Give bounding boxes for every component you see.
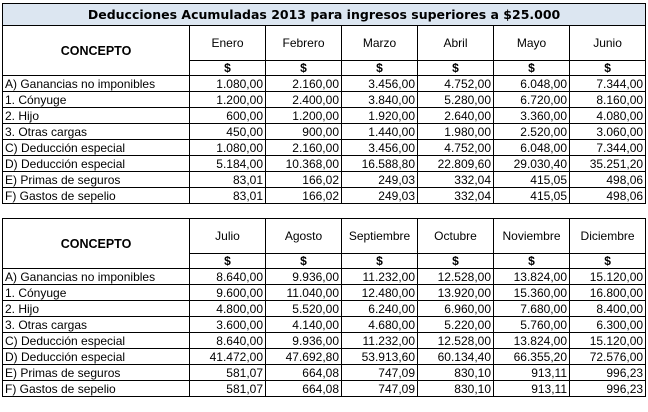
table-row — [3, 188, 646, 204]
value-cell[interactable]: 16.800,00 — [570, 285, 646, 301]
value-cell[interactable]: 6.048,00 — [494, 140, 570, 156]
value-cell[interactable]: 498,06 — [570, 172, 646, 188]
row-label-cell[interactable]: C) Deducción especial — [3, 333, 190, 349]
value-cell[interactable]: 16.588,80 — [342, 156, 418, 172]
table-row — [3, 269, 646, 285]
value-cell[interactable]: 3.840,00 — [342, 92, 418, 108]
concepto-header[interactable]: CONCEPTO — [3, 219, 190, 269]
value-cell[interactable]: 332,04 — [418, 188, 494, 204]
value-cell[interactable]: 332,04 — [418, 172, 494, 188]
currency-cell[interactable]: $ — [570, 61, 646, 76]
table-row — [3, 301, 646, 317]
table-row — [3, 140, 646, 156]
value-cell[interactable]: 3.360,00 — [494, 108, 570, 124]
month-header-cell[interactable]: Junio — [570, 26, 646, 61]
month-header-cell[interactable]: Enero — [190, 26, 266, 61]
value-cell[interactable]: 13.824,00 — [494, 333, 570, 349]
spreadsheet-sheet — [2, 3, 645, 397]
month-header-cell[interactable]: Marzo — [342, 26, 418, 61]
value-cell[interactable]: 4.680,00 — [342, 317, 418, 333]
value-cell[interactable]: 249,03 — [342, 188, 418, 204]
value-cell[interactable]: 15.120,00 — [570, 269, 646, 285]
value-cell[interactable]: 9.600,00 — [190, 285, 266, 301]
value-cell[interactable]: 5.184,00 — [190, 156, 266, 172]
value-cell[interactable]: 600,00 — [190, 108, 266, 124]
currency-cell[interactable]: $ — [266, 254, 342, 269]
value-cell[interactable]: 581,07 — [190, 365, 266, 381]
currency-cell[interactable]: $ — [190, 254, 266, 269]
row-label-cell[interactable]: C) Deducción especial — [3, 140, 190, 156]
table-row — [3, 349, 646, 365]
currency-cell[interactable]: $ — [342, 61, 418, 76]
value-cell[interactable]: 747,09 — [342, 381, 418, 397]
month-header-cell[interactable]: Agosto — [266, 219, 342, 254]
currency-cell[interactable]: $ — [494, 61, 570, 76]
value-cell[interactable]: 83,01 — [190, 188, 266, 204]
value-cell[interactable]: 8.640,00 — [190, 333, 266, 349]
concepto-header[interactable]: CONCEPTO — [3, 26, 190, 76]
value-cell[interactable]: 166,02 — [266, 172, 342, 188]
month-header-cell[interactable]: Julio — [190, 219, 266, 254]
value-cell[interactable]: 53.913,60 — [342, 349, 418, 365]
title-row — [3, 4, 646, 26]
value-cell[interactable]: 8.400,00 — [570, 301, 646, 317]
row-label-cell[interactable]: D) Deducción especial — [3, 156, 190, 172]
currency-cell[interactable]: $ — [494, 254, 570, 269]
value-cell[interactable]: 3.060,00 — [570, 124, 646, 140]
month-header-cell[interactable]: Octubre — [418, 219, 494, 254]
value-cell[interactable]: 415,05 — [494, 172, 570, 188]
spacer-row — [3, 204, 646, 219]
value-cell[interactable]: 6.048,00 — [494, 76, 570, 92]
value-cell[interactable]: 15.360,00 — [494, 285, 570, 301]
value-cell[interactable]: 5.280,00 — [418, 92, 494, 108]
value-cell[interactable]: 913,11 — [494, 365, 570, 381]
row-label-cell[interactable]: 2. Hijo — [3, 108, 190, 124]
value-cell[interactable]: 2.640,00 — [418, 108, 494, 124]
table-row — [3, 156, 646, 172]
row-label-cell[interactable]: D) Deducción especial — [3, 349, 190, 365]
value-cell[interactable]: 6.300,00 — [570, 317, 646, 333]
value-cell[interactable]: 830,10 — [418, 381, 494, 397]
month-header-row — [3, 219, 646, 254]
value-cell[interactable]: 12.528,00 — [418, 269, 494, 285]
value-cell[interactable]: 3.456,00 — [342, 76, 418, 92]
value-cell[interactable]: 7.344,00 — [570, 76, 646, 92]
currency-cell[interactable]: $ — [570, 254, 646, 269]
value-cell[interactable]: 1.440,00 — [342, 124, 418, 140]
value-cell[interactable]: 996,23 — [570, 365, 646, 381]
value-cell[interactable]: 2.400,00 — [266, 92, 342, 108]
value-cell[interactable]: 581,07 — [190, 381, 266, 397]
table-title[interactable]: Deducciones Acumuladas 2013 para ingresos superiores a $25.000 — [3, 4, 646, 26]
value-cell[interactable]: 29.030,40 — [494, 156, 570, 172]
value-cell[interactable]: 664,08 — [266, 365, 342, 381]
value-cell[interactable]: 4.080,00 — [570, 108, 646, 124]
value-cell[interactable]: 996,23 — [570, 381, 646, 397]
value-cell[interactable]: 2.520,00 — [494, 124, 570, 140]
table-row — [3, 108, 646, 124]
value-cell[interactable]: 12.480,00 — [342, 285, 418, 301]
value-cell[interactable]: 830,10 — [418, 365, 494, 381]
value-cell[interactable]: 249,03 — [342, 172, 418, 188]
value-cell[interactable]: 6.960,00 — [418, 301, 494, 317]
value-cell[interactable]: 1.980,00 — [418, 124, 494, 140]
value-cell[interactable]: 4.800,00 — [190, 301, 266, 317]
value-cell[interactable]: 1.920,00 — [342, 108, 418, 124]
value-cell[interactable]: 4.752,00 — [418, 76, 494, 92]
table-row — [3, 381, 646, 397]
month-header-cell[interactable]: Febrero — [266, 26, 342, 61]
row-label-cell[interactable]: A) Ganancias no imponibles — [3, 269, 190, 285]
value-cell[interactable]: 900,00 — [266, 124, 342, 140]
value-cell[interactable]: 4.752,00 — [418, 140, 494, 156]
value-cell[interactable]: 2.160,00 — [266, 76, 342, 92]
value-cell[interactable]: 13.920,00 — [418, 285, 494, 301]
value-cell[interactable]: 12.528,00 — [418, 333, 494, 349]
value-cell[interactable]: 7.680,00 — [494, 301, 570, 317]
month-header-row — [3, 26, 646, 61]
row-label-cell[interactable]: 1. Cónyuge — [3, 285, 190, 301]
value-cell[interactable]: 2.160,00 — [266, 140, 342, 156]
row-label-cell[interactable]: A) Ganancias no imponibles — [3, 76, 190, 92]
row-label-cell[interactable]: E) Primas de seguros — [3, 365, 190, 381]
currency-cell[interactable]: $ — [418, 254, 494, 269]
month-header-cell[interactable]: Septiembre — [342, 219, 418, 254]
currency-cell[interactable]: $ — [190, 61, 266, 76]
value-cell[interactable]: 166,02 — [266, 188, 342, 204]
value-cell[interactable]: 10.368,00 — [266, 156, 342, 172]
value-cell[interactable]: 7.344,00 — [570, 140, 646, 156]
value-cell[interactable]: 1.200,00 — [190, 92, 266, 108]
value-cell[interactable]: 9.936,00 — [266, 269, 342, 285]
value-cell[interactable]: 5.520,00 — [266, 301, 342, 317]
value-cell[interactable]: 15.120,00 — [570, 333, 646, 349]
row-label-cell[interactable]: 2. Hijo — [3, 301, 190, 317]
spacer-cell — [3, 204, 646, 219]
value-cell[interactable]: 415,05 — [494, 188, 570, 204]
value-cell[interactable]: 11.232,00 — [342, 333, 418, 349]
value-cell[interactable]: 13.824,00 — [494, 269, 570, 285]
value-cell[interactable]: 8.160,00 — [570, 92, 646, 108]
table-row — [3, 365, 646, 381]
deductions-table — [2, 3, 646, 397]
value-cell[interactable]: 8.640,00 — [190, 269, 266, 285]
row-label-cell[interactable]: F) Gastos de sepelio — [3, 381, 190, 397]
value-cell[interactable]: 1.080,00 — [190, 140, 266, 156]
value-cell[interactable]: 6.240,00 — [342, 301, 418, 317]
table-row — [3, 285, 646, 301]
row-label-cell[interactable]: F) Gastos de sepelio — [3, 188, 190, 204]
month-header-cell[interactable]: Mayo — [494, 26, 570, 61]
value-cell[interactable]: 913,11 — [494, 381, 570, 397]
month-header-cell[interactable]: Abril — [418, 26, 494, 61]
value-cell[interactable]: 3.456,00 — [342, 140, 418, 156]
table-row — [3, 92, 646, 108]
value-cell[interactable]: 35.251,20 — [570, 156, 646, 172]
value-cell[interactable]: 6.720,00 — [494, 92, 570, 108]
value-cell[interactable]: 83,01 — [190, 172, 266, 188]
table-row — [3, 333, 646, 349]
value-cell[interactable]: 22.809,60 — [418, 156, 494, 172]
month-header-cell[interactable]: Diciembre — [570, 219, 646, 254]
currency-cell[interactable]: $ — [266, 61, 342, 76]
table-row — [3, 317, 646, 333]
value-cell[interactable]: 664,08 — [266, 381, 342, 397]
currency-cell[interactable]: $ — [418, 61, 494, 76]
value-cell[interactable]: 498,06 — [570, 188, 646, 204]
value-cell[interactable]: 747,09 — [342, 365, 418, 381]
table-row — [3, 76, 646, 92]
value-cell[interactable]: 1.080,00 — [190, 76, 266, 92]
value-cell[interactable]: 47.692,80 — [266, 349, 342, 365]
value-cell[interactable]: 60.134,40 — [418, 349, 494, 365]
row-label-cell[interactable]: E) Primas de seguros — [3, 172, 190, 188]
value-cell[interactable]: 3.600,00 — [190, 317, 266, 333]
currency-cell[interactable]: $ — [342, 254, 418, 269]
value-cell[interactable]: 41.472,00 — [190, 349, 266, 365]
table-row — [3, 124, 646, 140]
value-cell[interactable]: 11.040,00 — [266, 285, 342, 301]
value-cell[interactable]: 9.936,00 — [266, 333, 342, 349]
value-cell[interactable]: 5.760,00 — [494, 317, 570, 333]
value-cell[interactable]: 66.355,20 — [494, 349, 570, 365]
month-header-cell[interactable]: Noviembre — [494, 219, 570, 254]
value-cell[interactable]: 72.576,00 — [570, 349, 646, 365]
row-label-cell[interactable]: 3. Otras cargas — [3, 317, 190, 333]
table-row — [3, 172, 646, 188]
row-label-cell[interactable]: 3. Otras cargas — [3, 124, 190, 140]
value-cell[interactable]: 1.200,00 — [266, 108, 342, 124]
value-cell[interactable]: 4.140,00 — [266, 317, 342, 333]
value-cell[interactable]: 450,00 — [190, 124, 266, 140]
row-label-cell[interactable]: 1. Cónyuge — [3, 92, 190, 108]
value-cell[interactable]: 5.220,00 — [418, 317, 494, 333]
value-cell[interactable]: 11.232,00 — [342, 269, 418, 285]
